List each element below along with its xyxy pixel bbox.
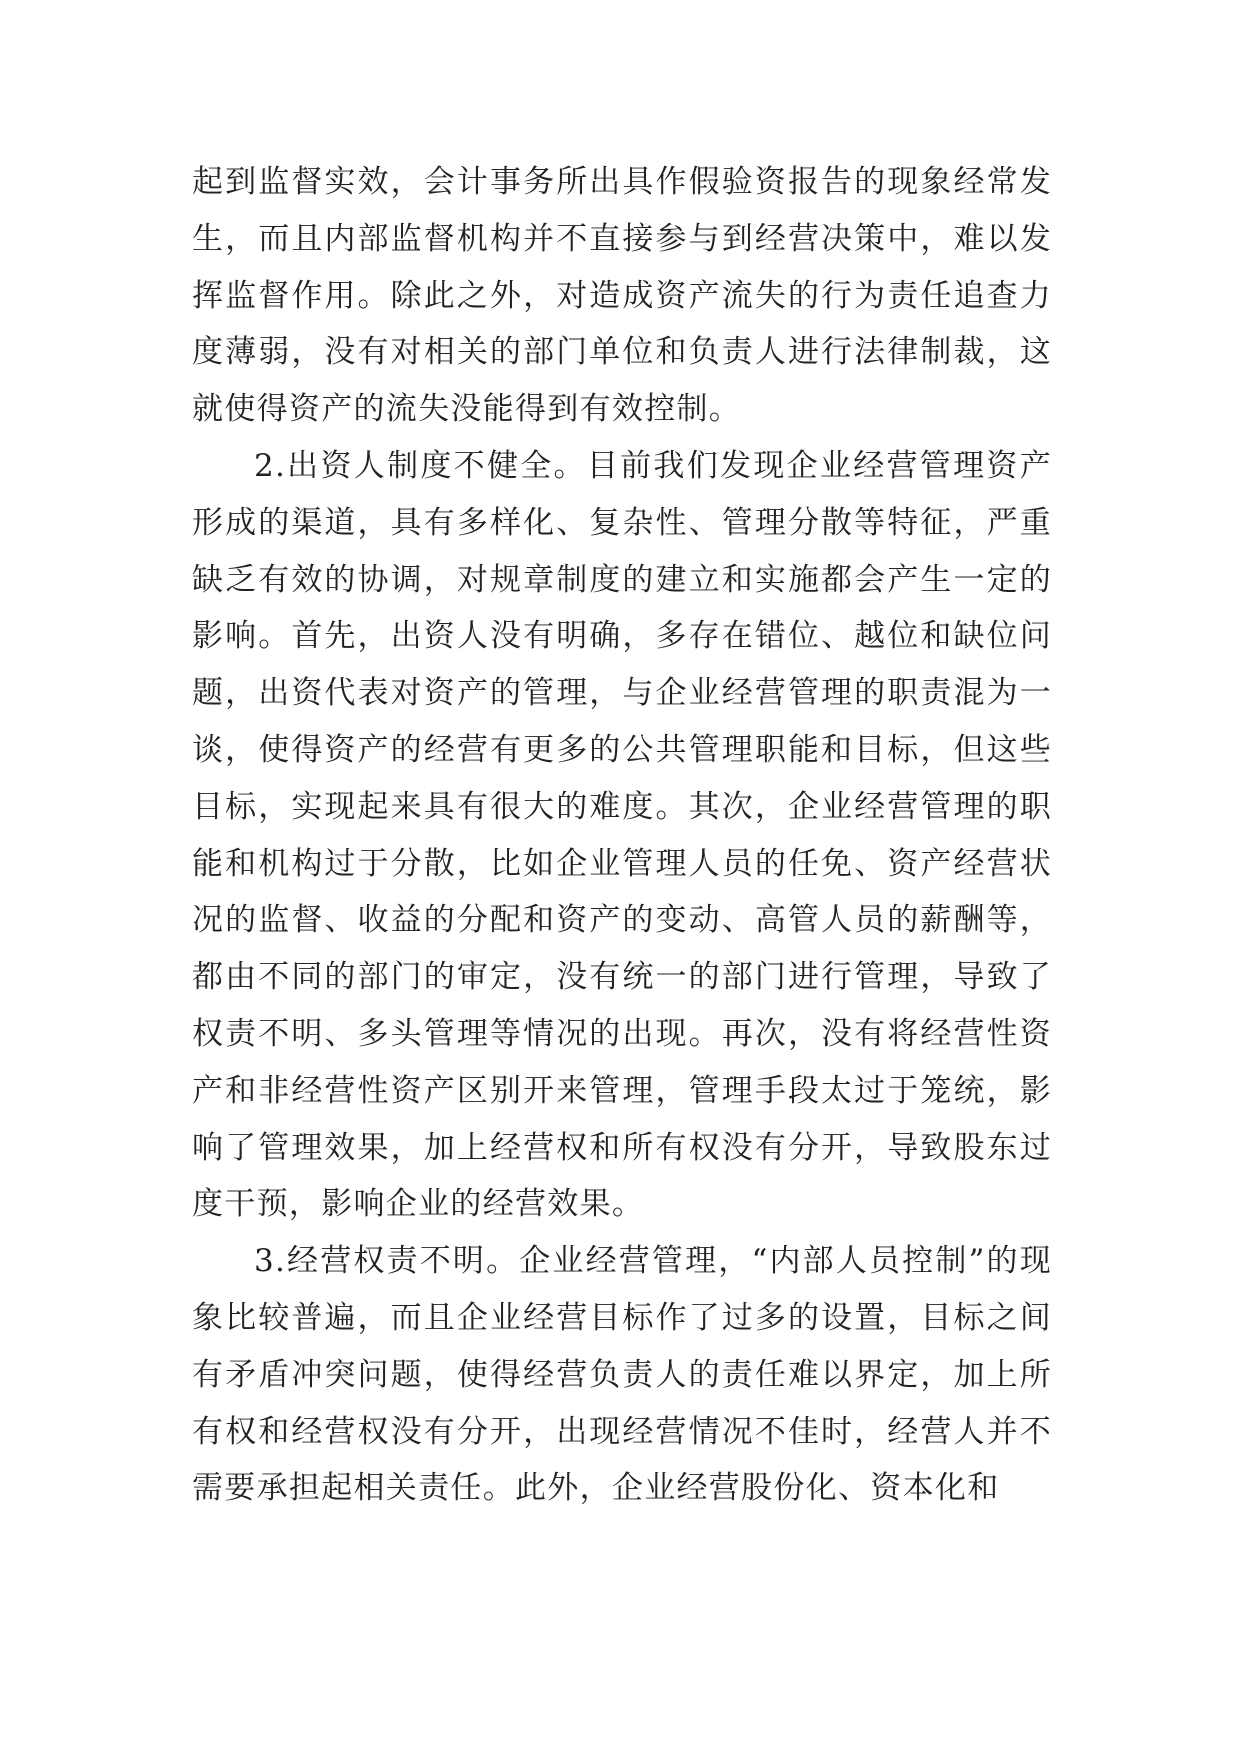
paragraph-investor-system: 2.出资人制度不健全。目前我们发现企业经营管理资产形成的渠道，具有多样化、复杂性、管理分散等特征，严重缺乏有效的协调，对规章制度的建立和实施都会产生一定的影响。首先，出资人没有明确，多存在错位、越位和缺位问题，出资代表对资产的管理，与企业经营管理的职责混为一谈，使得资产的经营有更多的公共管理职能和目标，但这些目标，实现起来具有很大的难度。其次，企业经营管理的职能和机构过于分散，比如企业管理人员的任免、资产经营状况的监督、收益的分配和资产的变动、高管人员的薪酬等，都由不同的部门的审定，没有统一的部门进行管理，导致了权责不明、多头管理等情况的出现。再次，没有将经营性资产和非经营性资产区别开来管理，管理手段太过于笼统，影响了管理效果，加上经营权和所有权没有分开，导致股东过度干预，影响企业的经营效果。 <box>192 447 1052 1223</box>
paragraph-management-responsibility: 3.经营权责不明。企业经营管理，“内部人员控制”的现象比较普遍，而且企业经营目标作了过多的设置，目标之间有矛盾冲突问题，使得经营负责人的责任难以界定，加上所有权和经营权没有分开，出现经营情况不佳时，经营人并不需要承担起相关责任。此外，企业经营股份化、资本化和 <box>192 1243 1052 1507</box>
paragraph-continuation: 起到监督实效，会计事务所出具作假验资报告的现象经常发生，而且内部监督机构并不直接参与到经营决策中，难以发挥监督作用。除此之外，对造成资产流失的行为责任追查力度薄弱，没有对相关的部门单位和负责人进行法律制裁，这就使得资产的流失没能得到有效控制。 <box>192 164 1052 428</box>
document-body <box>192 154 1052 1517</box>
